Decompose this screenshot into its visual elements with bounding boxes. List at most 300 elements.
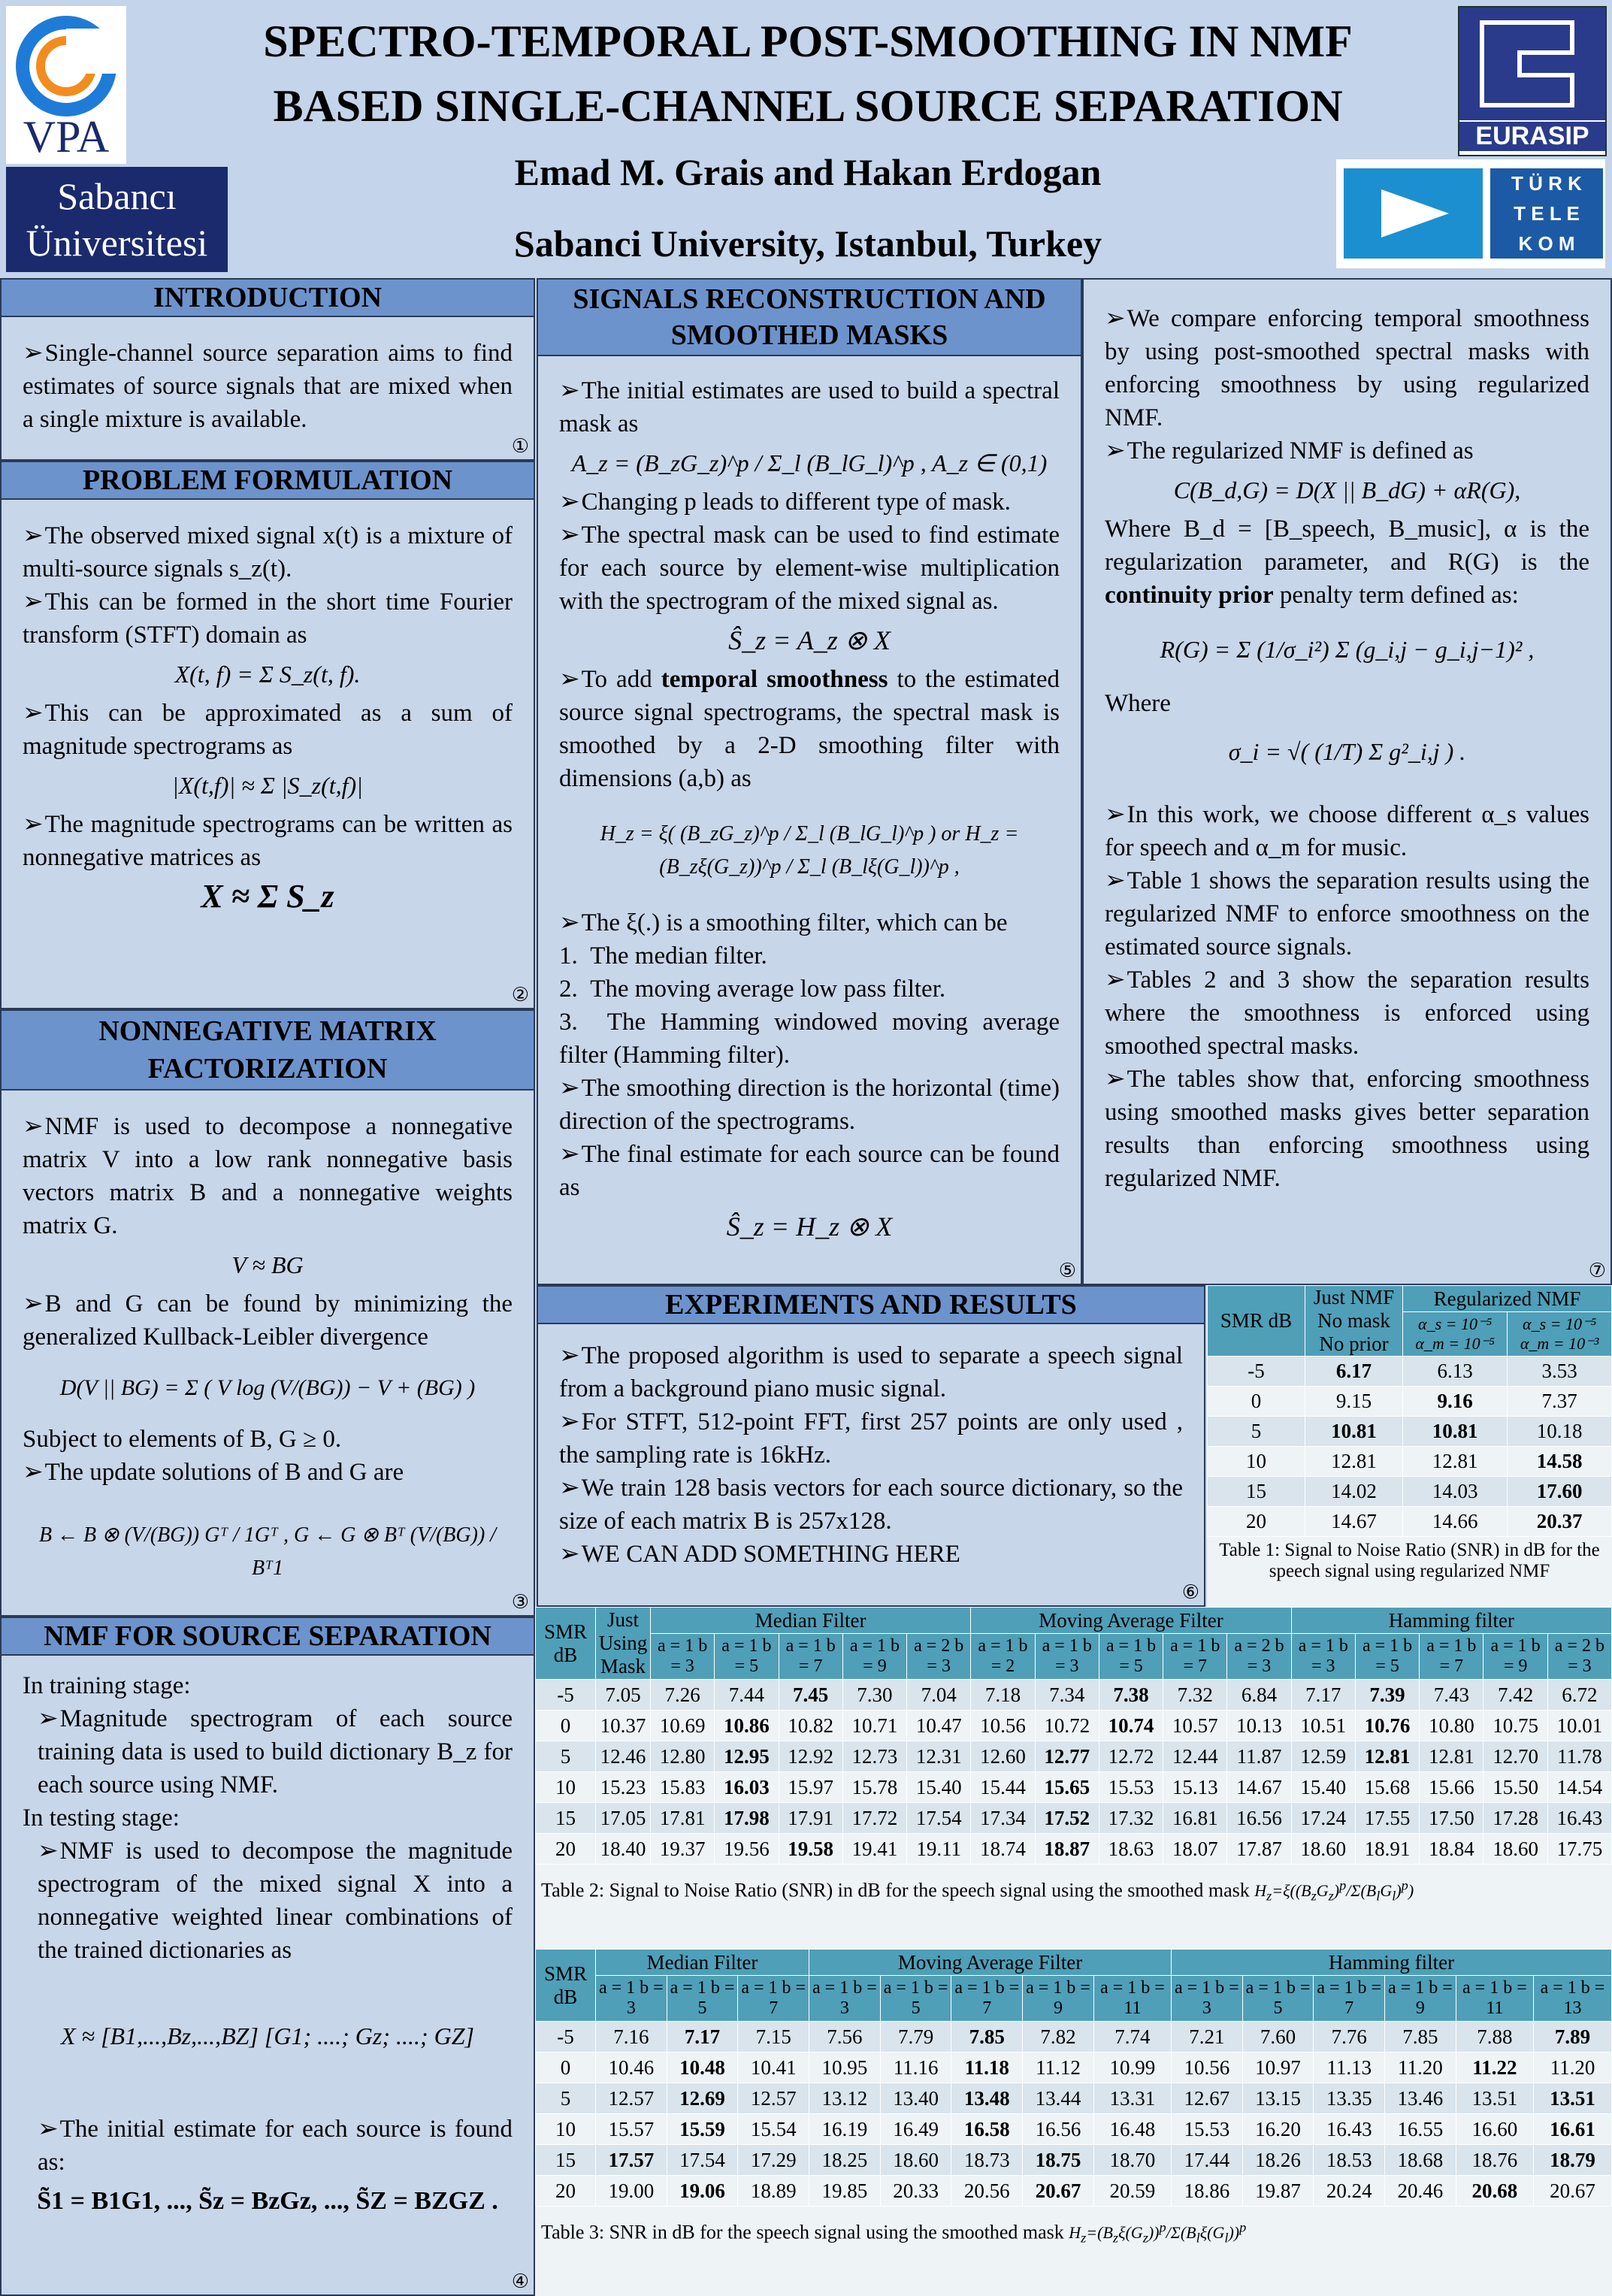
table-cell: 18.60 [1483,1834,1547,1865]
table-cell: 0 [536,2052,596,2083]
paragraph: ➢ This can be formed in the short time Fourier transform (STFT) domain as [23,585,513,652]
table-cell: 7.15 [738,2022,809,2052]
table-cell: 12.81 [1355,1741,1419,1772]
table-cell: 15.23 [596,1772,651,1803]
caption-formula: $H_z=\xi((B_zG_z)^p/\Sigma(B_lG_l)^p)$ [1254,1878,1414,1904]
list-item-text: The median filter. [590,942,767,970]
authors: Emad M. Grais and Hakan Erdogan [514,151,1102,193]
table-cell: 7.79 [880,2022,951,2052]
eurasip-logo-text: EURASIP [1459,122,1605,151]
table-cell: 18.91 [1355,1834,1419,1865]
table-cell: 16.56 [1227,1803,1291,1834]
table-cell: 10 [536,1772,596,1803]
table-cell: 12.67 [1172,2083,1243,2114]
table-cell: 11.18 [951,2052,1023,2083]
signals-reconstruction-section [537,278,1082,1285]
text-span: Where B_d = [B_speech, B_music], α is the regularization parameter, and R(G) is the [1105,516,1589,576]
equation: C(B_d,G) = D(X || B_dG) + αR(G), [1173,476,1521,504]
table-subheader: a = 1 b = 9 [1483,1634,1547,1680]
table-cell: 5 [536,1741,596,1772]
text-span-bold: temporal smoothness [661,666,888,693]
table-cell: 19.41 [842,1834,906,1865]
table-header: Just NMF No mask No prior [1305,1286,1403,1357]
table-cell: 15.59 [667,2114,738,2145]
paragraph: ➢ The initial estimates are used to build a spectral mask as [559,374,1060,440]
table-cell: 7.82 [1023,2022,1094,2052]
table-cell: 17.29 [738,2145,809,2176]
table-cell: 20.68 [1456,2176,1533,2207]
table-cell: 17.44 [1172,2145,1243,2176]
table-cell: 19.06 [667,2176,738,2207]
table-cell: 7.26 [651,1680,715,1711]
tt-line-2: T E L E [1514,202,1580,225]
table-cell: 12.92 [779,1741,842,1772]
table-cell: 19.87 [1242,2176,1314,2207]
table-3-container [535,1949,1612,2296]
table-cell: 17.98 [715,1803,779,1834]
list-item-text: The Hamming windowed moving average filter (Hamming filter). [559,1009,1060,1069]
table-cell: 10.99 [1093,2052,1171,2083]
paragraph: ➢ The initial estimate for each source is found as: [23,2113,513,2179]
table-cell: 15.57 [596,2114,667,2145]
table-cell: 15.65 [1035,1772,1099,1803]
table-subheader: a = 1 b = 5 [1242,1976,1314,2022]
table-cell: 11.12 [1023,2052,1094,2083]
sabanci-logo-line1: Sabancı [57,175,177,217]
table-cell: 15.97 [779,1772,842,1803]
text-span: penalty term defined as: [1273,582,1519,609]
table-cell: 18.75 [1023,2145,1094,2176]
table-cell: 7.85 [1385,2022,1456,2052]
table-cell: 17.87 [1227,1834,1291,1865]
table-cell: 12.95 [715,1741,779,1772]
table-row [536,1803,1612,1834]
paragraph: ➢ The regularized NMF is defined as [1105,434,1589,467]
table-cell: 16.60 [1456,2114,1533,2145]
paragraph: ➢ Tables 2 and 3 show the separation results where the smoothness is enforced using smoothed spectral masks. [1105,963,1589,1063]
section-number: ① [511,435,529,458]
table-cell: 10.56 [1172,2052,1243,2083]
table-cell: 13.44 [1023,2083,1094,2114]
table-2-caption [535,1875,1612,1907]
table-cell: 10 [536,2114,596,2145]
introduction-section [0,278,535,461]
table-cell: 7.42 [1483,1680,1547,1711]
paragraph: ➢ The spectral mask can be used to find estimate for each source by element-wise multiplication with the spectrogram of the mixed signal as. [559,519,1060,618]
table-cell: 15 [536,1803,596,1834]
table-row [536,2052,1612,2083]
text-span: To add [581,666,661,693]
table-cell: -5 [536,2022,596,2052]
table-subheader: a = 1 b = 11 [1456,1976,1533,2022]
nmf-section [0,1009,535,1617]
table-cell: 18.40 [596,1834,651,1865]
table-subheader: a = 1 b = 5 [880,1976,951,2022]
table-cell: 15.40 [907,1772,971,1803]
table-1-container [1207,1285,1612,1607]
table-subheader: a = 1 b = 3 [809,1976,881,2022]
table-cell: 11.78 [1547,1741,1611,1772]
table-subheader: a = 1 b = 11 [1093,1976,1171,2022]
paragraph: ➢ The observed mixed signal x(t) is a mixture of multi-source signals s_z(t). [23,519,513,585]
table-cell: 7.18 [971,1680,1035,1711]
paragraph: ➢ B and G can be found by minimizing the generalized Kullback-Leibler divergence [23,1287,513,1354]
table-cell: 10.56 [971,1711,1035,1741]
table-cell: 17.54 [667,2145,738,2176]
table-cell: 10.41 [738,2052,809,2083]
table-cell: 17.32 [1099,1803,1163,1834]
table-cell: 17.72 [842,1803,906,1834]
table-cell: 17.05 [596,1803,651,1834]
section-heading: SIGNALS RECONSTRUCTION AND SMOOTHED MASKS [538,280,1081,356]
paragraph [1105,513,1589,612]
table-cell: 7.76 [1314,2022,1385,2052]
table-subheader: a = 1 b = 5 [715,1634,779,1680]
table-cell: 7.60 [1242,2022,1314,2052]
table-cell: 16.55 [1385,2114,1456,2145]
text-span: to the estimated source signal spectrograms, the spectral mask is smoothed by a 2-D smoothing filter with dimensions (a,b) as [559,666,1060,792]
table-header: SMR dB [1208,1286,1305,1357]
list-item-text: The moving average low pass filter. [590,976,946,1003]
table-header: Hamming filter [1291,1608,1611,1634]
table-cell: 10.81 [1305,1417,1403,1447]
table-cell: 11.87 [1227,1741,1291,1772]
equation: S̃1 = B1G1, ..., S̃z = BzGz, ..., S̃Z = BZGZ . [37,2187,498,2215]
table-cell: 20 [536,1834,596,1865]
table-cell: 15 [1208,1477,1305,1507]
table-subheader: a = 2 b = 3 [1547,1634,1611,1680]
table-cell: 7.38 [1099,1680,1163,1711]
table-row [1208,1357,1612,1387]
sabanci-logo [6,167,228,272]
table-cell: 15.53 [1172,2114,1243,2145]
table-cell: 7.43 [1420,1680,1483,1711]
table-cell: 18.26 [1242,2145,1314,2176]
table-header: α_s = 10⁻⁵ α_m = 10⁻⁵ [1403,1312,1508,1357]
table-cell: 10.51 [1291,1711,1355,1741]
paragraph: ➢ We compare enforcing temporal smoothness by using post-smoothed spectral masks with enforcing smoothness by using regularized NMF. [1105,302,1589,434]
section-heading: INTRODUCTION [2,280,534,317]
caption-text: Table 2: Signal to Noise Ratio (SNR) in dB for the speech signal using the smoothed mask [541,1879,1250,1901]
table-1 [1207,1285,1612,1537]
table-cell: 15.53 [1099,1772,1163,1803]
table-cell: 16.03 [715,1772,779,1803]
paragraph: ➢ The proposed algorithm is used to separate a speech signal from a background piano music signal. [559,1339,1183,1405]
table-cell: 11.20 [1533,2052,1611,2083]
table-cell: 10 [1208,1447,1305,1477]
text-span-bold: continuity prior [1105,582,1274,609]
caption-text: Table 3: SNR in dB for the speech signal using the smoothed mask [541,2221,1064,2243]
table-row [536,2083,1612,2114]
equation: H_z = ξ( (B_zG_z)^p / Σ_l (B_lG_l)^p ) or H_z = (B_zξ(G_z))^p / Σ_l (B_lξ(G_l))^p , [600,822,1019,879]
table-subheader: a = 1 b = 9 [1385,1976,1456,2022]
table-cell: 20.46 [1385,2176,1456,2207]
table-subheader: a = 1 b = 5 [667,1976,738,2022]
list-item: 3. The Hamming windowed moving average filter (Hamming filter). [559,1009,1060,1069]
table-cell: 12.73 [842,1741,906,1772]
table-row [536,2114,1612,2145]
list-item: ➢ The final estimate for each source can be found as [559,1138,1060,1204]
paragraph: ➢ Magnitude spectrogram of each source training data is used to build dictionary B_z for each source using NMF. [23,1702,513,1801]
table-cell: 11.22 [1456,2052,1533,2083]
table-subheader: a = 1 b = 9 [842,1634,906,1680]
table-subheader: a = 1 b = 3 [596,1976,667,2022]
table-cell: 18.68 [1385,2145,1456,2176]
table-header: Regularized NMF [1403,1286,1612,1312]
table-cell: 7.34 [1035,1680,1099,1711]
table-cell: 20 [1208,1507,1305,1537]
equation: D(V || BG) = Σ ( V log (V/(BG)) − V + (BG) ) [59,1375,476,1400]
table-cell: 13.46 [1385,2083,1456,2114]
sabanci-logo-line2: Üniversitesi [26,222,208,264]
tt-line-1: T Ü R K [1511,172,1582,195]
section-heading: PROBLEM FORMULATION [2,462,534,500]
table-cell: 10.72 [1035,1711,1099,1741]
table-cell: 15.13 [1163,1772,1227,1803]
table-cell: 10.97 [1242,2052,1314,2083]
table-cell: 10.46 [596,2052,667,2083]
table-cell: 17.24 [1291,1803,1355,1834]
table-cell: 16.58 [951,2114,1023,2145]
paragraph: In testing stage: [23,1804,180,1832]
table-cell: 20.67 [1533,2176,1611,2207]
paragraph: ➢ The magnitude spectrograms can be written as nonnegative matrices as [23,808,513,874]
section-number: ④ [511,2270,529,2293]
table-row [1208,1387,1612,1417]
table-cell: 18.89 [738,2176,809,2207]
table-subheader: a = 1 b = 5 [1099,1634,1163,1680]
table-row [1208,1417,1612,1447]
table-row [1208,1477,1612,1507]
table-cell: 14.03 [1403,1477,1508,1507]
table-row [536,1680,1612,1711]
table-cell: 14.66 [1403,1507,1508,1537]
table-cell: 6.84 [1227,1680,1291,1711]
paragraph: ➢ NMF is used to decompose a nonnegative matrix V into a low rank nonnegative basis vectors matrix B and a nonnegative weights matrix G. [23,1110,513,1242]
paragraph [559,663,1060,795]
table-cell: 10.80 [1420,1711,1483,1741]
section-number: ③ [511,1591,529,1614]
table-cell: 12.59 [1291,1741,1355,1772]
table-header: Moving Average Filter [809,1950,1172,1976]
table-subheader: a = 1 b = 7 [1314,1976,1385,2022]
paragraph: In training stage: [23,1672,191,1699]
table-2-body [536,1680,1612,1865]
table-cell: 7.16 [596,2022,667,2052]
table-row [536,2176,1612,2207]
title-line-1: SPECTRO-TEMPORAL POST-SMOOTHING IN NMF [263,17,1353,66]
section-heading: NONNEGATIVE MATRIX FACTORIZATION [2,1011,534,1091]
equation: A_z = (B_zG_z)^p / Σ_l (B_lG_l)^p , A_z ∈ (0,1) [571,449,1048,476]
turk-telekom-text [1490,168,1603,259]
table-cell: 19.00 [596,2176,667,2207]
paragraph: ➢ For STFT, 512-point FFT, first 257 points are only used , the sampling rate is 16kHz. [559,1405,1183,1472]
paragraph: ➢ In this work, we choose different α_s values for speech and α_m for music. [1105,798,1589,864]
table-cell: -5 [536,1680,596,1711]
table-cell: 10.86 [715,1711,779,1741]
table-subheader: a = 1 b = 7 [1420,1634,1483,1680]
table-cell: 12.70 [1483,1741,1547,1772]
table-cell: 20.56 [951,2176,1023,2207]
table-cell: 0 [536,1711,596,1741]
table-row [536,1711,1612,1741]
table-cell: 20 [536,2176,596,2207]
paragraph: ➢ Changing p leads to different type of mask. [559,486,1060,519]
table-cell: 10.82 [779,1711,842,1741]
table-cell: 7.04 [907,1680,971,1711]
table-header: SMR dB [536,1608,596,1680]
table-cell: 17.34 [971,1803,1035,1834]
table-row [536,2022,1612,2052]
table-cell: 19.11 [907,1834,971,1865]
section-number: ② [511,984,529,1006]
section-number: ⑤ [1058,1260,1076,1282]
equation: B ← B ⊗ (V/(BG)) Gᵀ / 1Gᵀ , G ← G ⊗ Bᵀ (V/(BG)) / Bᵀ1 [38,1523,497,1580]
table-cell: 17.91 [779,1803,842,1834]
table-cell: 12.80 [651,1741,715,1772]
equation: Ŝ_z = A_z ⊗ X [728,625,891,655]
table-cell: 18.63 [1099,1834,1163,1865]
table-cell: 10.81 [1403,1417,1508,1447]
table-cell: 10.48 [667,2052,738,2083]
table-3-subheader [536,1976,1612,2022]
table-cell: 18.76 [1456,2145,1533,2176]
table-cell: 7.56 [809,2022,881,2052]
table-cell: 12.57 [596,2083,667,2114]
table-cell: 20.37 [1508,1507,1612,1537]
paragraph: ➢ The tables show that, enforcing smoothness using smoothed masks gives better separation results than enforcing smoothness using regularized NMF. [1105,1063,1589,1195]
table-cell: 9.16 [1403,1387,1508,1417]
table-subheader: a = 2 b = 3 [907,1634,971,1680]
table-cell: 18.84 [1420,1834,1483,1865]
tt-line-3: K O M [1518,232,1575,255]
table-cell: 14.54 [1547,1772,1611,1803]
table-cell: 20.24 [1314,2176,1385,2207]
table-cell: 12.72 [1099,1741,1163,1772]
table-cell: 6.13 [1403,1357,1508,1387]
table-cell: 5 [1208,1417,1305,1447]
table-cell: 10.47 [907,1711,971,1741]
table-cell: 7.45 [779,1680,842,1711]
experiments-section [537,1285,1205,1607]
table-subheader: a = 1 b = 7 [738,1976,809,2022]
table-cell: 18.60 [880,2145,951,2176]
vpa-logo-text: VPA [23,112,110,162]
table-cell: 20.59 [1093,2176,1171,2207]
paragraph: ➢ We train 128 basis vectors for each source dictionary, so the size of each matrix B is 257x128. [559,1472,1183,1538]
table-subheader: a = 1 b = 2 [971,1634,1035,1680]
table-cell: 13.40 [880,2083,951,2114]
table-cell: 19.37 [651,1834,715,1865]
table-2-subheader [536,1634,1612,1680]
table-cell: 16.43 [1547,1803,1611,1834]
table-cell: 10.75 [1483,1711,1547,1741]
table-cell: 17.81 [651,1803,715,1834]
table-cell: 12.81 [1403,1447,1508,1477]
caption-formula: $H_z=(B_z\xi(G_z))^p/\Sigma(B_l\xi(G_l))^p$ [1069,2220,1247,2246]
table-subheader: a = 1 b = 7 [951,1976,1023,2022]
section-heading: NMF FOR SOURCE SEPARATION [2,1618,534,1656]
table-cell: 15.68 [1355,1772,1419,1803]
table-cell: 18.07 [1163,1834,1227,1865]
table-subheader: a = 1 b = 3 [651,1634,715,1680]
table-header: Just Using Mask [596,1608,651,1680]
table-subheader: a = 1 b = 7 [1163,1634,1227,1680]
affiliation: Sabanci University, Istanbul, Turkey [513,222,1102,265]
section-number: ⑥ [1181,1581,1199,1604]
paragraph: ➢ The ξ(.) is a smoothing filter, which can be [559,906,1060,939]
table-1-body [1208,1357,1612,1537]
poster-title [195,9,1420,138]
table-3-caption [535,2217,1612,2249]
equation: Ŝ_z = H_z ⊗ X [726,1212,893,1242]
table-cell: 17.57 [596,2145,667,2176]
table-cell: 18.86 [1172,2176,1243,2207]
table-row [536,2145,1612,2176]
paragraph: ➢ Table 1 shows the separation results using the regularized NMF to enforce smoothness on the estimated source signals. [1105,864,1589,963]
paragraph: Where [1105,690,1171,717]
table-cell: 15.83 [651,1772,715,1803]
table-cell: 16.43 [1314,2114,1385,2145]
table-cell: 12.81 [1420,1741,1483,1772]
table-cell: 18.25 [809,2145,881,2176]
table-cell: 10.69 [651,1711,715,1741]
table-subheader: a = 1 b = 9 [1023,1976,1094,2022]
intro-text: ➢ Single-channel source separation aims to find estimates of source signals that are mixed when a single mixture is available. [23,337,513,436]
table-cell: 18.87 [1035,1834,1099,1865]
table-cell: 18.73 [951,2145,1023,2176]
table-cell: 16.19 [809,2114,881,2145]
table-header: Median Filter [596,1950,809,1976]
table-cell: 7.37 [1508,1387,1612,1417]
table-cell: 13.51 [1533,2083,1611,2114]
table-cell: 14.67 [1227,1772,1291,1803]
table-2 [535,1607,1612,1865]
table-subheader: a = 1 b = 13 [1533,1976,1611,2022]
table-cell: 7.17 [667,2022,738,2052]
table-cell: 10.37 [596,1711,651,1741]
table-cell: 16.81 [1163,1803,1227,1834]
list-item: ➢ The smoothing direction is the horizontal (time) direction of the spectrograms. [559,1072,1060,1138]
table-cell: 17.75 [1547,1834,1611,1865]
table-subheader: a = 2 b = 3 [1227,1634,1291,1680]
table-cell: 5 [536,2083,596,2114]
table-cell: 13.12 [809,2083,881,2114]
table-header: α_s = 10⁻⁵ α_m = 10⁻³ [1508,1312,1612,1357]
table-cell: 13.48 [951,2083,1023,2114]
equation: X ≈ [B1,...,Bz,...,BZ] [G1; ....; Gz; ....; GZ] [60,2022,474,2049]
table-row [536,1772,1612,1803]
equation: |X(t,f)| ≈ Σ |S_z(t,f)| [172,772,363,799]
table-cell: 18.79 [1533,2145,1611,2176]
table-cell: 13.51 [1456,2083,1533,2114]
table-cell: 20.67 [1023,2176,1094,2207]
table-3-body [536,2022,1612,2207]
table-cell: 11.13 [1314,2052,1385,2083]
table-subheader: a = 1 b = 3 [1291,1634,1355,1680]
table-cell: 7.17 [1291,1680,1355,1711]
table-row [536,1741,1612,1772]
table-row [1208,1447,1612,1477]
equation: R(G) = Σ (1/σ_i²) Σ (g_i,j − g_i,j−1)² , [1160,636,1535,663]
table-cell: 19.58 [779,1834,842,1865]
table-cell: 10.71 [842,1711,906,1741]
table-3 [535,1949,1612,2207]
paragraph: ➢ WE CAN ADD SOMETHING HERE [559,1538,1183,1571]
table-cell: 12.57 [738,2083,809,2114]
table-cell: 18.74 [971,1834,1035,1865]
table-cell: 6.72 [1547,1680,1611,1711]
